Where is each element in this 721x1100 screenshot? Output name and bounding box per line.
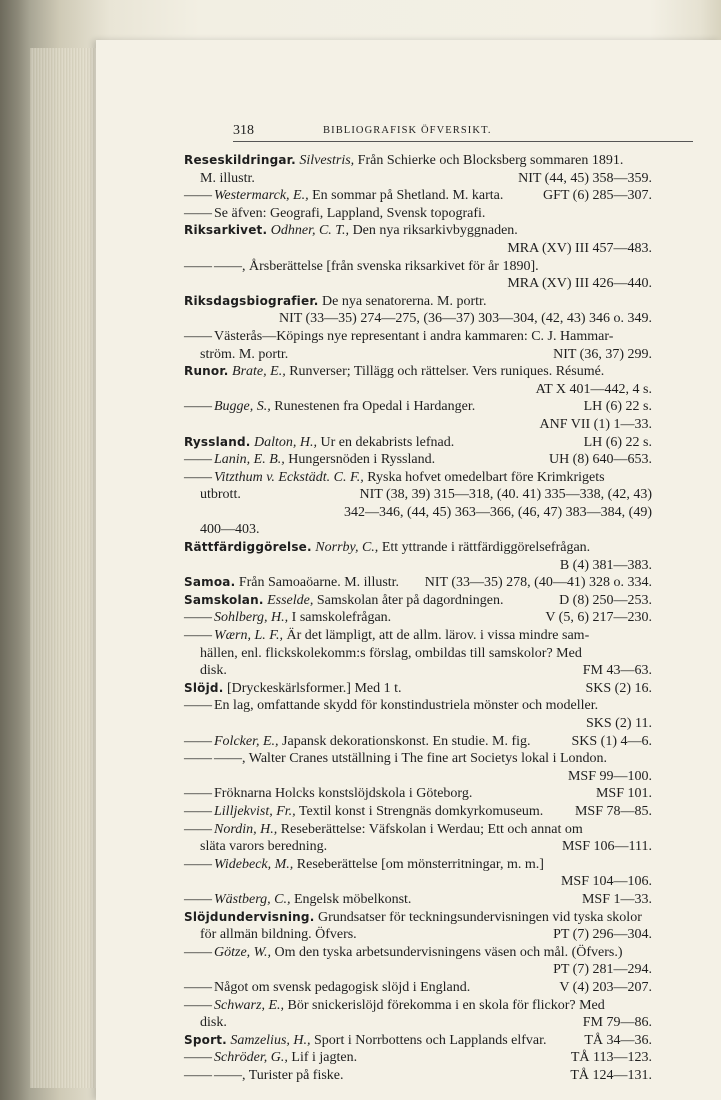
bibliography-line xyxy=(184,222,652,240)
bibliography-line xyxy=(184,1032,652,1050)
source-reference: MSF 78—85. xyxy=(574,803,652,819)
author-name: Brate, E., xyxy=(232,364,286,380)
entry-text: Ryska hofvet omedelbart före Krimkrigets xyxy=(363,469,605,485)
bibliography-line xyxy=(184,1014,652,1032)
entry-text: disk. xyxy=(200,1015,227,1031)
bibliography-line xyxy=(184,609,652,627)
source-reference: TÅ 113—123. xyxy=(570,1050,652,1066)
bibliography-line xyxy=(184,680,652,698)
source-reference: SKS (1) 4—6. xyxy=(571,733,652,749)
bibliography-line xyxy=(184,750,652,768)
bibliography-line xyxy=(184,715,652,733)
bibliography-line xyxy=(184,592,652,610)
bibliography-line xyxy=(184,785,652,803)
entry-text: ——, Turister på fiske. xyxy=(214,1067,344,1083)
bibliography-line xyxy=(184,381,652,399)
entry-text: En sommar på Shetland. M. karta. xyxy=(308,188,504,204)
author-name: Vitzthum v. Eckstädt. C. F., xyxy=(214,469,364,485)
ditto-dash: —— xyxy=(184,891,212,907)
entry-text: Sport i Norrbottens och Lapplands elfvar. xyxy=(310,1032,547,1048)
bibliography-line xyxy=(184,187,652,205)
bibliography-line xyxy=(184,170,652,188)
entry-text: Om den tyska arbetsundervisningens väsen och mål. (Öfvers.) xyxy=(271,944,623,960)
entry-text: Den nya riksarkivbyggnaden. xyxy=(349,223,518,239)
entry-text: Runestenen fra Opedal i Hardanger. xyxy=(270,399,476,415)
source-reference: NIT (44, 45) 358—359. xyxy=(518,170,652,186)
entry-text: Grundsatser för teckningsundervisningen vid tyska skolor xyxy=(317,909,642,925)
entry-text: Textil konst i Strengnäs domkyrkomuseum. xyxy=(295,803,544,819)
ditto-dash: —— xyxy=(184,328,212,344)
bibliography-line xyxy=(184,838,652,856)
ditto-dash: —— xyxy=(184,610,212,626)
source-reference: NIT (38, 39) 315—318, (40. 41) 335—338, (42, 43) xyxy=(359,487,652,503)
ditto-dash: —— xyxy=(184,205,212,221)
author-name: Esselde, xyxy=(267,592,314,608)
bibliography-line xyxy=(184,363,652,381)
ditto-dash: —— xyxy=(184,1067,212,1083)
ditto-dash: —— xyxy=(184,786,212,802)
ditto-dash: —— xyxy=(184,452,212,468)
bibliography-line xyxy=(184,293,652,311)
source-reference: NIT (36, 37) 299. xyxy=(553,346,652,362)
source-reference: TÅ 34—36. xyxy=(584,1032,652,1048)
bibliography-line xyxy=(184,398,652,416)
bibliography-line xyxy=(184,926,652,944)
author-name: Götze, W., xyxy=(214,944,272,960)
bibliography-line xyxy=(184,768,652,786)
bibliography-line xyxy=(184,961,652,979)
bibliography-line xyxy=(184,909,652,927)
author-name: Lilljekvist, Fr., xyxy=(214,803,296,819)
source-reference: 342—346, (44, 45) 363—366, (46, 47) 383—384, (49) xyxy=(344,504,652,520)
entry-text: Hungersnöden i Ryssland. xyxy=(284,452,436,468)
author-name: Widebeck, M., xyxy=(214,856,294,872)
source-reference: GFT (6) 285—307. xyxy=(542,188,652,204)
source-reference: AT X 401—442, 4 s. xyxy=(535,381,652,397)
author-name: Norrby, C., xyxy=(315,540,379,556)
bibliography-line xyxy=(184,486,652,504)
source-reference: MRA (XV) III 457—483. xyxy=(507,240,652,256)
entry-text: för allmän bildning. Öfvers. xyxy=(200,927,357,943)
ditto-dash: —— xyxy=(184,751,212,767)
bibliography-line xyxy=(184,469,652,487)
source-reference: MRA (XV) III 426—440. xyxy=(507,276,652,292)
subject-heading: Samskolan. xyxy=(184,592,264,607)
subject-heading: Runor. xyxy=(184,364,229,379)
page-header xyxy=(233,123,693,142)
bibliography-line xyxy=(184,662,652,680)
author-name: Sohlberg, H., xyxy=(214,610,289,626)
ditto-dash: —— xyxy=(184,944,212,960)
page-number: 318 xyxy=(233,123,254,138)
source-reference: FM 43—63. xyxy=(582,663,652,679)
author-name: Dalton, H., xyxy=(254,434,318,450)
bibliography-line xyxy=(184,697,652,715)
author-name: Samzelius, H., xyxy=(230,1032,311,1048)
ditto-dash: —— xyxy=(184,698,212,714)
subject-heading: Riksarkivet. xyxy=(184,223,268,238)
bibliography-line xyxy=(184,434,652,452)
author-name: Schröder, G., xyxy=(214,1050,288,1066)
author-name: Folcker, E., xyxy=(214,733,279,749)
ditto-dash: —— xyxy=(184,856,212,872)
source-reference: B (4) 381—383. xyxy=(559,557,652,573)
bibliography-line xyxy=(184,451,652,469)
source-reference: SKS (2) 16. xyxy=(585,680,652,696)
entry-text: I samskolefrågan. xyxy=(288,610,392,626)
ditto-dash: —— xyxy=(184,733,212,749)
entry-text: Västerås—Köpings nye representant i andra kammaren: C. J. Hammar- xyxy=(214,328,614,344)
bibliography-line xyxy=(184,205,652,223)
ditto-dash: —— xyxy=(184,997,212,1013)
entry-text: Från Schierke och Blocksberg sommaren 1891. xyxy=(354,153,624,168)
entry-text: ström. M. portr. xyxy=(200,346,289,362)
entry-text: Japansk dekorationskonst. En studie. M. fig. xyxy=(278,733,531,749)
bibliography-line xyxy=(184,504,652,522)
entry-text: Ur en dekabrists lefnad. xyxy=(317,434,455,450)
bibliography-line xyxy=(184,557,652,575)
bibliography-line xyxy=(184,856,652,874)
author-name: Lanin, E. B., xyxy=(214,452,285,468)
author-name: Wærn, L. F., xyxy=(214,628,283,644)
source-reference: V (5, 6) 217—230. xyxy=(545,610,652,626)
subject-heading: Reseskildringar. xyxy=(184,153,296,167)
ditto-dash: —— xyxy=(184,1050,212,1066)
ditto-dash: —— xyxy=(184,469,212,485)
entry-text: ——, Årsberättelse [från svenska riksarkivet för år 1890]. xyxy=(214,258,539,274)
bibliography-line xyxy=(184,821,652,839)
bibliography-line xyxy=(184,803,652,821)
ditto-dash: —— xyxy=(184,628,212,644)
ditto-dash: —— xyxy=(184,188,212,204)
entry-text: De nya senatorerna. M. portr. xyxy=(322,293,487,309)
source-reference: LH (6) 22 s. xyxy=(583,399,652,415)
author-name: Westermarck, E., xyxy=(214,188,309,204)
bibliography-line xyxy=(184,627,652,645)
bibliography-line xyxy=(184,891,652,909)
source-reference: NIT (33—35) 274—275, (36—37) 303—304, (42, 43) 346 o. 349. xyxy=(278,311,652,327)
bibliography-line xyxy=(184,645,652,663)
entry-text: Runverser; Tillägg och rättelser. Vers runiques. Résumé. xyxy=(285,364,605,380)
subject-heading: Slöjd. xyxy=(184,680,224,695)
source-reference: MSF 101. xyxy=(595,786,652,802)
author-name: Schwarz, E., xyxy=(214,997,284,1013)
bibliography-line xyxy=(184,997,652,1015)
bibliography-line xyxy=(184,521,652,539)
subject-heading: Samoa. xyxy=(184,575,236,590)
entry-text: Reseberättelse [om mönsterritningar, m. m.] xyxy=(293,856,544,872)
ditto-dash: —— xyxy=(184,399,212,415)
bibliography-line xyxy=(184,979,652,997)
source-reference: NIT (33—35) 278, (40—41) 328 o. 334. xyxy=(424,575,652,591)
source-reference: TÅ 124—131. xyxy=(570,1067,652,1083)
entry-text: M. illustr. xyxy=(200,170,255,186)
page-edges xyxy=(30,48,100,1088)
entry-text: Engelsk möbelkonst. xyxy=(290,891,412,907)
entry-text: Reseberättelse: Väfskolan i Werdau; Ett och annat om xyxy=(277,821,583,837)
bibliography-line xyxy=(184,328,652,346)
source-reference: MSF 104—106. xyxy=(560,874,652,890)
bibliography-line xyxy=(184,152,652,170)
entry-text: hällen, enl. flickskolekomm:s förslag, ombildas till samskolor? Med xyxy=(200,645,582,661)
bibliography-line xyxy=(184,1049,652,1067)
ditto-dash: —— xyxy=(184,258,212,274)
entry-text: En lag, omfattande skydd för konstindustriela mönster och modeller. xyxy=(214,698,599,714)
source-reference: D (8) 250—253. xyxy=(559,592,652,608)
source-reference: ANF VII (1) 1—33. xyxy=(539,416,652,432)
bibliography-line xyxy=(184,539,652,557)
running-title: BIBLIOGRAFISK ÖFVERSIKT. xyxy=(323,125,492,136)
bibliography-line xyxy=(184,416,652,434)
entry-text: Något om svensk pedagogisk slöjd i England. xyxy=(214,979,471,995)
author-name: Nordin, H., xyxy=(214,821,278,837)
source-reference: MSF 99—100. xyxy=(567,768,652,784)
bibliography-line xyxy=(184,346,652,364)
bibliography-line xyxy=(184,310,652,328)
entry-text: Är det lämpligt, att de allm. lärov. i vissa mindre sam- xyxy=(282,628,590,644)
bibliography-line xyxy=(184,258,652,276)
subject-heading: Riksdagsbiografier. xyxy=(184,293,319,308)
ditto-dash: —— xyxy=(184,821,212,837)
bibliography-line xyxy=(184,944,652,962)
author-name: Odhner, C. T., xyxy=(270,223,350,239)
entry-text: Ett yttrande i rättfärdiggörelsefrågan. xyxy=(378,540,591,556)
subject-heading: Slöjdundervisning. xyxy=(184,909,315,924)
entry-text: utbrott. xyxy=(200,487,241,503)
subject-heading: Rättfärdiggörelse. xyxy=(184,540,312,555)
entry-text: [Dryckeskärlsformer.] Med 1 t. xyxy=(226,680,402,696)
source-reference: MSF 106—111. xyxy=(562,839,652,855)
source-reference: PT (7) 281—294. xyxy=(553,962,652,978)
entry-text: släta varors beredning. xyxy=(200,839,328,855)
subject-heading: Ryssland. xyxy=(184,434,251,449)
entry-text: Lif i jagten. xyxy=(287,1050,358,1066)
entry-text: disk. xyxy=(200,663,227,679)
entry-text: ——, Walter Cranes utställning i The fine art Societys lokal i London. xyxy=(214,751,608,767)
entry-text: 400—403. xyxy=(200,522,260,538)
author-name: Bugge, S., xyxy=(214,399,271,415)
entry-text: Se äfven: Geografi, Lappland, Svensk topografi. xyxy=(214,205,486,221)
entry-text: Fröknarna Holcks konstslöjdskola i Göteborg. xyxy=(214,786,473,802)
source-reference: V (4) 203—207. xyxy=(559,979,652,995)
source-reference: FM 79—86. xyxy=(582,1015,652,1031)
source-reference: LH (6) 22 s. xyxy=(583,434,652,450)
source-reference: SKS (2) 11. xyxy=(586,716,652,731)
subject-heading: Sport. xyxy=(184,1032,227,1047)
entry-text: Från Samoaöarne. M. illustr. xyxy=(238,575,400,591)
source-reference: PT (7) 296—304. xyxy=(553,927,652,943)
bibliography-line xyxy=(184,1067,652,1085)
ditto-dash: —— xyxy=(184,803,212,819)
entry-text: Bör snickerislöjd förekomma i en skola för flickor? Med xyxy=(284,997,605,1013)
bibliography-line xyxy=(184,275,652,293)
bibliography-line xyxy=(184,240,652,258)
ditto-dash: —— xyxy=(184,979,212,995)
bibliography-line xyxy=(184,733,652,751)
source-reference: UH (8) 640—653. xyxy=(548,452,652,468)
source-reference: MSF 1—33. xyxy=(581,891,652,907)
bibliography-line xyxy=(184,873,652,891)
author-name: Wästberg, C., xyxy=(214,891,291,907)
author-name: Silvestris, xyxy=(299,153,355,168)
entry-text: Samskolan åter på dagordningen. xyxy=(313,592,504,608)
bibliography-line xyxy=(184,574,652,592)
bibliography-list xyxy=(184,152,652,1084)
